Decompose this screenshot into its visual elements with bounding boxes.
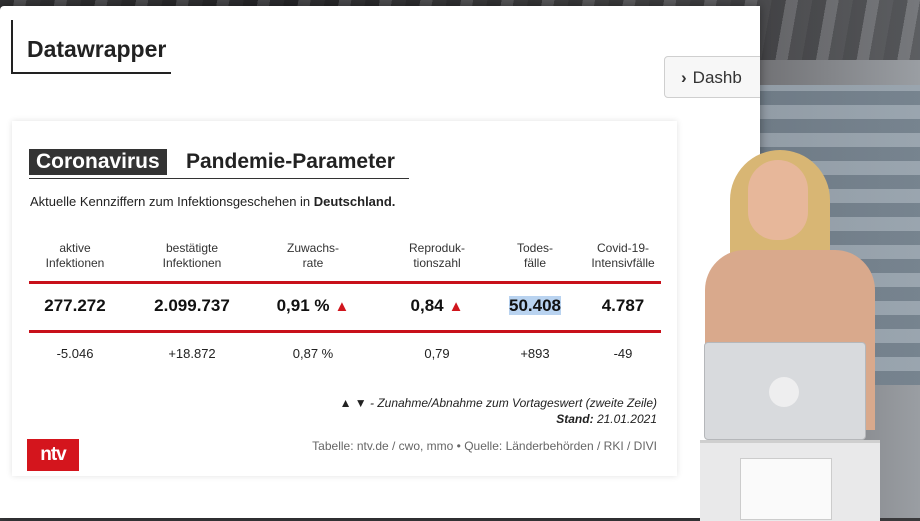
desk-stand [740,458,832,520]
header-icu-cases: Covid-19- Intensivfälle [591,241,655,270]
app-title: Datawrapper [27,36,167,62]
value-icu-cases: 4.787 [601,296,645,315]
header-deaths: Todes- fälle [516,241,554,270]
legend-stand: Stand: 21.01.2021 [556,412,657,426]
title-underline [29,178,409,179]
prev-deaths: +893 [520,346,550,361]
header-left-line [11,20,13,72]
value-confirmed-infections: 2.099.737 [154,296,230,315]
subtitle-prefix: Aktuelle Kennziffern zum Infektionsgeschehen in [30,194,311,209]
ntv-logo: ntv [27,439,79,471]
trend-up-icon: ▲ [334,298,350,315]
subtitle-country: Deutschland. [313,194,396,209]
header-active-infections: aktive Infektionen [45,241,105,270]
value-reproduction-number-cell [382,296,492,316]
dashboard-button-label: Dashb [692,68,742,87]
prev-growth-rate: 0,87 % [292,346,334,361]
laptop-logo-icon [769,377,799,407]
prev-icu-cases: -49 [613,346,633,361]
value-growth-rate: 0,91 % [276,296,330,315]
header-reproduction-number: Reproduk- tionszahl [408,241,466,270]
browser-panel [0,6,760,518]
value-reproduction-number: 0,84 [410,296,444,315]
prev-confirmed-infections: +18.872 [168,346,216,361]
laptop [704,342,866,440]
card-title-box: Coronavirus [29,149,167,175]
header-underline [11,72,171,74]
bottom-red-rule [29,330,661,333]
value-growth-rate-cell [258,296,368,316]
value-deaths[interactable]: 50.408 [509,296,561,315]
presenter-face [748,160,808,240]
legend-note [340,395,657,427]
header-growth-rate: Zuwachs- rate [286,241,339,270]
dashboard-button[interactable] [664,56,760,98]
source-note: Tabelle: ntv.de / cwo, mmo • Quelle: Länderbehörden / RKI / DIVI [312,439,657,453]
presenter [700,150,880,518]
datawrapper-card [12,121,677,476]
card-subtitle [30,194,395,209]
header-confirmed-infections: bestätigte Infektionen [162,241,222,270]
prev-reproduction-number: 0,79 [424,346,450,361]
chevron-right-icon: › [681,68,687,87]
legend-line: ▲ ▼ - Zunahme/Abnahme zum Vortageswert (zweite Zeile) [339,396,657,410]
card-title: Pandemie-Parameter [186,150,395,173]
prev-active-infections: -5.046 [56,346,94,361]
value-active-infections: 277.272 [44,296,106,315]
top-red-rule [29,281,661,284]
trend-up-icon: ▲ [448,298,464,315]
